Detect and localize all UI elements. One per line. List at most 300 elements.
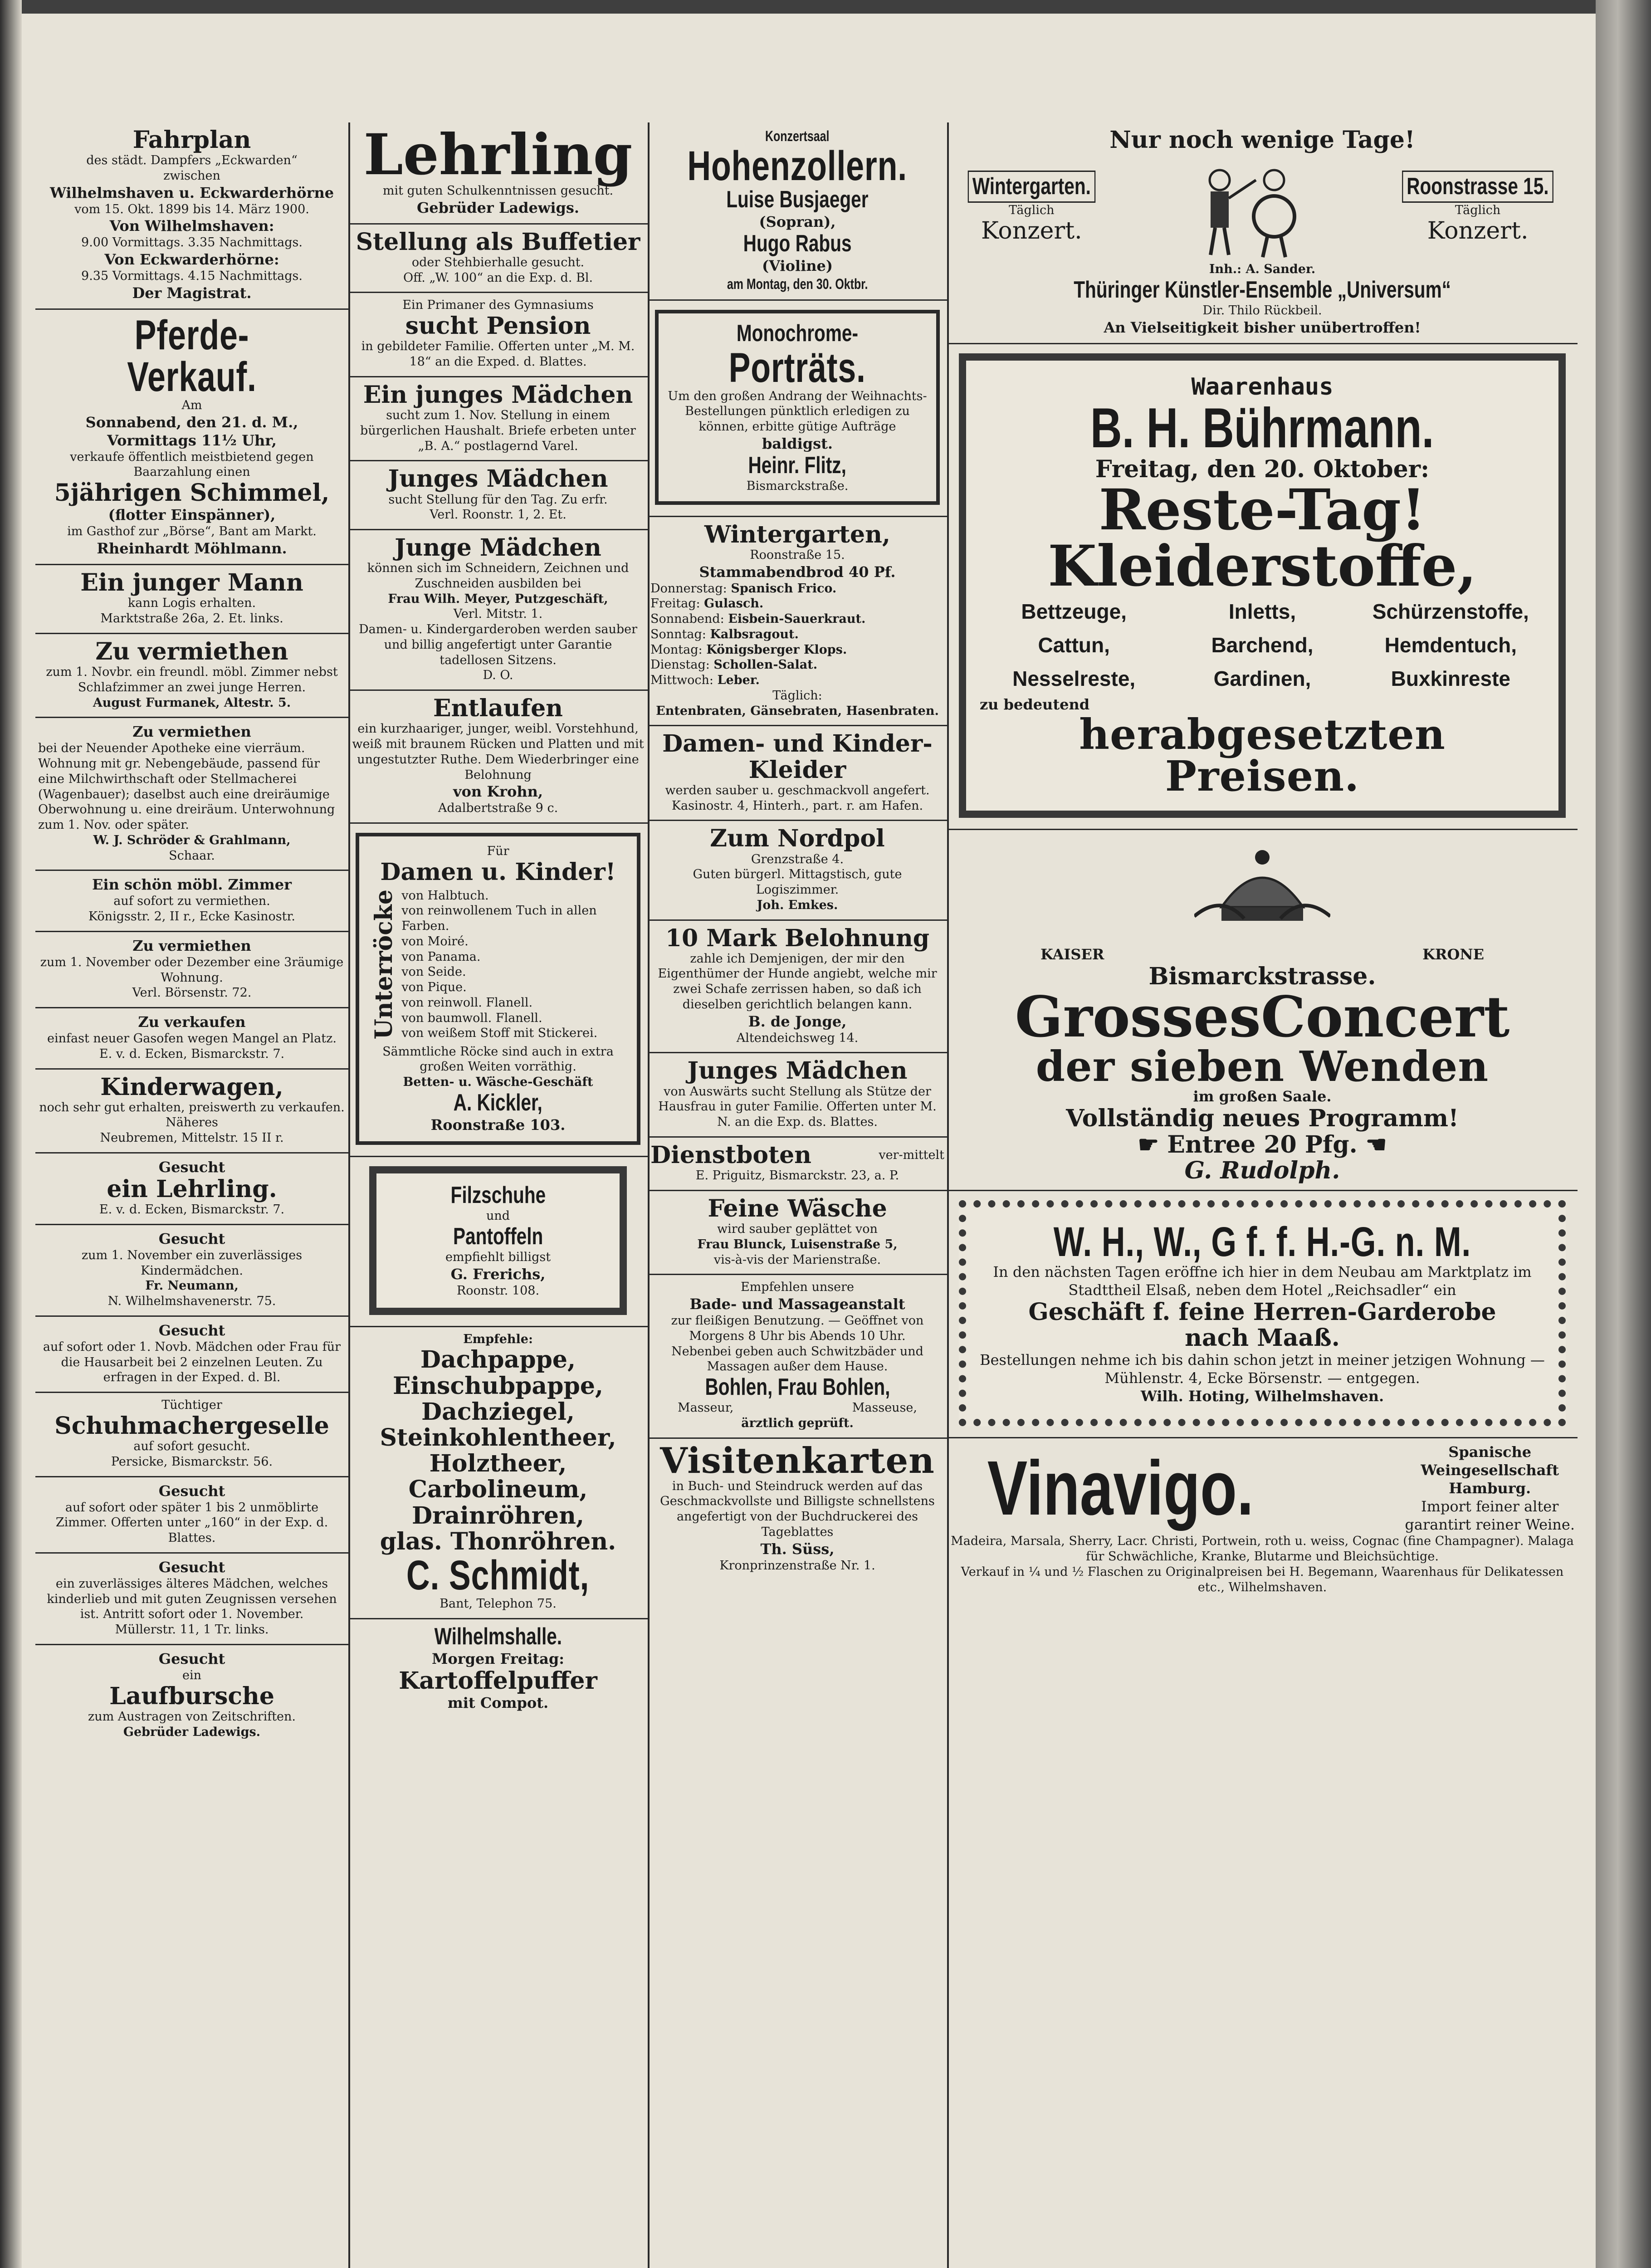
list-item: von reinwollenem Tuch in allen Farben.	[401, 904, 597, 934]
menu-row	[650, 627, 944, 642]
ad-text: von Auswärts sucht Stellung als Stütze der Hausfrau in guter Familie. Offerten unter M. N. an die Exp. ds. Blattes.	[658, 1084, 937, 1129]
ad-text: Ein Primaner des Gymnasiums	[402, 298, 594, 313]
ad-text: ver-mittelt	[879, 1148, 944, 1162]
ad-text: Täglich:	[772, 688, 822, 703]
ad-junges-maedchen-3	[648, 1053, 947, 1137]
ad-unterroecke	[348, 824, 648, 1157]
ad-text: zahle ich Demjenigen, der mir den Eigenthümer der Hunde angiebt, welche mir zwei Schafe zerrissen haben, so daß ich dieselben gerichtlich belangen kann.	[658, 951, 937, 1012]
ad-title: Lehrling	[363, 122, 633, 188]
ad-subtitle: Nur noch wenige Tage!	[1109, 126, 1415, 154]
ad-zu-verkaufen	[35, 1008, 348, 1070]
ad-title: Junges Mädchen	[687, 1057, 908, 1085]
page-edge	[1596, 0, 1651, 2268]
menu-day: Montag:	[650, 642, 707, 657]
ad-nordpol	[648, 821, 947, 920]
list-item: von Moiré.	[401, 934, 469, 948]
menu-row	[650, 657, 944, 673]
ad-buffetier	[348, 225, 648, 293]
ad-address: Königsstr. 2, II r., Ecke Kasinostr.	[88, 909, 295, 924]
ad-fahrplan	[35, 122, 348, 310]
ad-signature: August Furmanek, Altestr. 5.	[93, 695, 291, 710]
pointing-hand-icon: ☛	[1138, 1130, 1159, 1158]
ad-signature: Bohlen, Frau Bohlen,	[705, 1374, 890, 1400]
ad-text: auf sofort gesucht.	[133, 1439, 250, 1454]
ad-schmidt	[348, 1327, 648, 1619]
ad-title: Wilhelmshalle.	[434, 1623, 562, 1650]
ad-text: werden sauber u. geschmackvoll angefert.	[665, 783, 930, 797]
ad-subtitle: An Vielseitigkeit bisher unübertroffen!	[1104, 318, 1421, 336]
ad-dienstboten	[648, 1138, 947, 1191]
ad-headline: Luise Busjaeger	[726, 186, 869, 213]
ad-text: Um den großen Andrang der Weihnachts-Bestellungen pünktlich erledigen zu können, erbitte gütige Aufträge	[668, 389, 927, 434]
ad-maedchen	[35, 1317, 348, 1393]
ad-text: Off. „W. 100“ an die Exp. d. Bl.	[403, 270, 593, 285]
ad-text: 9.00 Vormittags. 3.35 Nachmittags.	[81, 235, 303, 250]
ad-text: zum 1. November ein zuverlässiges Kindermädchen.	[81, 1248, 303, 1278]
ad-signature: von Krohn,	[453, 783, 543, 801]
ad-address: Verl. Roonstr. 1, 2. Et.	[430, 508, 567, 522]
column-4	[947, 122, 1578, 1601]
ad-title: Filzschuhe	[450, 1182, 546, 1209]
ad-title: Junge Mädchen	[395, 534, 601, 562]
ad-text: und	[486, 1209, 510, 1223]
ad-signature: Wilh. Hoting, Wilhelmshaven.	[1140, 1388, 1384, 1405]
ad-headline: ein Lehrling.	[107, 1175, 277, 1203]
ad-title: Gesucht	[158, 1230, 225, 1247]
ad-kaiserkrone	[947, 830, 1578, 1191]
fabric-item: Cattun,	[1038, 633, 1110, 657]
ad-signature: A. Kickler,	[453, 1089, 543, 1116]
ad-text: zum Austragen von Zeitschriften.	[88, 1709, 296, 1724]
ad-title: Zu vermiethen	[132, 723, 251, 741]
menu-day: Donnerstag:	[650, 581, 731, 596]
ad-title: Dienstboten	[650, 1141, 811, 1169]
ad-buehrmann	[947, 344, 1578, 830]
ad-title: Stellung als Buffetier	[356, 228, 640, 256]
ad-text: zur fleißigen Benutzung. — Geöffnet von Morgens 8 Uhr bis Abends 10 Uhr.	[671, 1314, 924, 1343]
ad-text: Sämmtliche Röcke sind auch in extra großen Weiten vorräthig.	[382, 1044, 614, 1074]
ad-text: Waarenhaus	[1191, 373, 1334, 401]
ad-text: ein	[182, 1668, 201, 1682]
ad-headline: Kartoffelpuffer	[399, 1667, 597, 1695]
list-item: Dachpappe,	[420, 1346, 576, 1374]
ad-text: Nebenbei geben auch Schwitzbäder und Massagen außer dem Hause.	[671, 1344, 923, 1374]
ad-laufbursche	[35, 1645, 348, 1746]
pointing-hand-icon: ☚	[1365, 1130, 1387, 1158]
ad-signature: B. de Jonge,	[748, 1012, 847, 1030]
ad-address: Roonstraße 103.	[430, 1116, 566, 1134]
ad-title: Pantoffeln	[453, 1223, 543, 1250]
ad-text: empfiehlt billigst	[445, 1250, 551, 1265]
menu-row	[650, 673, 944, 688]
ad-headline: Konzert.	[981, 217, 1082, 245]
ad-text: ein kurzhaariger, junger, weibl. Vorstehhund, weiß mit braunem Rücken und Platten und mit ungestutzter Ruthe. Dem Wiederbringer eine Belohnung	[352, 722, 644, 782]
ad-title: W. H., W., G f. f. H.-G. n. M.	[1053, 1219, 1471, 1265]
ad-lehrling	[35, 1154, 348, 1225]
ad-signature: Gebrüder Ladewigs.	[123, 1725, 261, 1739]
banner-text: KRONE	[1422, 946, 1484, 963]
ad-title: Monochrome-	[736, 320, 859, 347]
ad-subtitle: Vormittags 11½ Uhr,	[107, 431, 277, 449]
ad-signature: Persicke, Bismarckstr. 56.	[111, 1454, 273, 1469]
ad-headline: Geschäft f. feine Herren-Garderobe	[1028, 1298, 1496, 1326]
ad-text: Guten bürgerl. Mittagstisch, gute Logiszimmer.	[693, 867, 902, 897]
ad-kinderwagen	[35, 1070, 348, 1154]
ad-address: Roonstr. 108.	[456, 1283, 540, 1298]
ad-headline: Konzert.	[1427, 217, 1529, 245]
ad-headline: 5jährigen Schimmel,	[54, 479, 330, 507]
ad-text: Täglich	[1009, 203, 1055, 218]
ad-schuhmacher	[35, 1393, 348, 1477]
ad-address: N. Wilhelmshavenerstr. 75.	[107, 1294, 276, 1309]
ad-subtitle: Vollständig neues Programm!	[1066, 1105, 1459, 1133]
ad-signature: Frau Blunck, Luisenstraße 5,	[697, 1237, 898, 1251]
menu-row	[650, 642, 944, 658]
ad-monochrome	[648, 301, 947, 517]
item-list	[401, 888, 630, 1041]
ad-text: Bestellungen nehme ich bis dahin schon jetzt in meiner jetzigen Wohnung — Mühlenstr. 4, Ecke Börsenstr. — entgegen.	[980, 1351, 1545, 1387]
ad-signature: Heinr. Flitz,	[748, 452, 847, 479]
menu-row	[650, 596, 944, 611]
ad-title: Zu verkaufen	[138, 1013, 246, 1031]
ad-title: Schuhmachergeselle	[54, 1412, 329, 1440]
menu-day: Mittwoch:	[650, 673, 718, 688]
ad-title: Wintergarten.	[968, 171, 1095, 203]
ad-address: vis-à-vis der Marienstraße.	[713, 1252, 881, 1267]
ad-junge-maedchen	[348, 530, 648, 691]
ad-title: Feine Wäsche	[708, 1194, 887, 1222]
ad-title: Fahrplan	[132, 126, 251, 154]
ad-text: Damen- u. Kindergarderoben werden sauber und billig angefertigt unter Garantie tadellosen Sitzens.	[358, 622, 638, 667]
ad-text: auf sofort oder 1. Novb. Mädchen oder Frau für die Hausarbeit bei 2 einzelnen Leuten. Zu erfragen in der Exped. d. Bl.	[43, 1339, 341, 1385]
ad-text: (Violine)	[762, 257, 833, 275]
ad-address: Grenzstraße 4.	[751, 852, 844, 866]
ad-title: Zu vermiethen	[95, 637, 288, 665]
ad-gesucht-zimmer	[35, 1477, 348, 1554]
ad-signature: G. Frerichs,	[450, 1265, 546, 1283]
ad-address: Neubremen, Mittelstr. 15 II r.	[100, 1131, 284, 1145]
ad-address: Altendeichsweg 14.	[736, 1031, 859, 1045]
ad-title: Wintergarten,	[704, 520, 890, 548]
ad-title: Junges Mädchen	[388, 465, 608, 493]
list-item: Holztheer,	[429, 1450, 567, 1478]
ad-vertical-title: Unterröcke	[370, 890, 398, 1040]
ad-signature: E. Priguitz, Bismarckstr. 23, a. P.	[695, 1168, 899, 1183]
fabric-item: Nesselreste,	[1012, 667, 1136, 691]
ad-text: bei der Neuender Apotheke eine vierräum. Wohnung mit gr. Nebengebäude, passend für eine Milchwirthschaft oder Stellmacherei (Wagenbauer); daselbst auch eine dreiräumige Oberwohnung u. eine dreiräum. Unterwohnung zum 1. Nov. oder später.	[38, 741, 335, 832]
ad-text: auf sofort zu vermiethen.	[113, 894, 270, 909]
ad-text: garantirt reiner Weine.	[1405, 1516, 1575, 1534]
list-item: glas. Thonröhren.	[380, 1527, 616, 1555]
ad-title: Gesucht	[158, 1321, 225, 1339]
ad-text: in gebildeter Familie. Offerten unter „M. M. 18“ an die Exped. d. Blattes.	[361, 339, 635, 369]
ad-title: Damen- und Kinder-Kleider	[662, 730, 933, 784]
ad-headline: herabgesetzten Preisen.	[1079, 710, 1446, 801]
ad-title: B. H. Bührmann.	[1090, 397, 1434, 460]
ad-subtitle: mit Compot.	[447, 1694, 549, 1712]
ad-text: Entenbraten, Gänsebraten, Hasenbraten.	[656, 704, 939, 718]
fabric-item: Gardinen,	[1213, 667, 1311, 691]
ad-kleider	[648, 726, 947, 821]
ad-zimmer	[35, 871, 348, 932]
menu-dish: Königsberger Klops.	[706, 642, 847, 657]
ad-junges-maedchen-1	[348, 377, 648, 461]
column-3	[648, 122, 947, 1579]
list-item: von Pique.	[401, 980, 467, 995]
ad-hoting	[947, 1191, 1578, 1438]
ad-vinavigo	[947, 1438, 1578, 1601]
list-item: Carbolineum,	[408, 1476, 588, 1504]
ad-signature: Joh. Emkes.	[757, 898, 838, 912]
menu-row	[650, 611, 944, 627]
ad-text: kann Logis erhalten.	[127, 596, 256, 611]
ad-text: (Sopran),	[759, 213, 836, 231]
ad-text: Masseur,	[678, 1401, 734, 1415]
ad-headline: Reste-Tag!	[1099, 477, 1426, 543]
fabric-item: Bettzeuge,	[1021, 600, 1127, 624]
ad-text: Inh.: A. Sander.	[1209, 262, 1316, 277]
ad-text: Empfehlen unsere	[740, 1280, 855, 1295]
ad-visitenkarten	[648, 1439, 947, 1580]
ad-address: Roonstraße 15.	[750, 547, 845, 562]
ad-title: Pferde-Verkauf.	[127, 312, 257, 400]
ad-signature: Fr. Neumann,	[145, 1279, 239, 1293]
ad-headline: Laufbursche	[109, 1682, 274, 1710]
ad-text: vom 15. Okt. 1899 bis 14. März 1900.	[74, 202, 309, 216]
ad-address: Bismarckstrasse.	[1148, 963, 1376, 991]
ad-text: Madeira, Marsala, Sherry, Lacr. Christi, Portwein, roth u. weiss, Cognac (fine Champagner). Malaga für Schwächliche, Kranke, Blutarme und Bleichsüchtige.	[951, 1534, 1574, 1564]
ad-text: des städt. Dampfers „Eckwarden“	[86, 153, 298, 168]
fabric-item: Inletts,	[1228, 600, 1296, 624]
item-list	[351, 1347, 645, 1554]
ad-subtitle: Freitag, den 20. Oktober:	[1095, 455, 1430, 484]
ad-address: Bismarckstraße.	[746, 479, 849, 493]
ad-text: oder Stehbierhalle gesucht.	[411, 255, 585, 269]
ad-address: Bant, Telephon 75.	[440, 1596, 557, 1611]
ad-signature: Rheinhardt Möhlmann.	[97, 540, 287, 557]
ad-text: zum 1. Novbr. ein freundl. möbl. Zimmer nebst Schlafzimmer an zwei junge Herren.	[46, 665, 338, 694]
ad-title: 10 Mark Belohnung	[665, 924, 930, 952]
list-item: Dachziegel,	[421, 1398, 575, 1426]
ad-universum	[947, 122, 1578, 344]
crown-emblem-icon	[1194, 839, 1330, 939]
ad-subtitle: Von Eckwarderhörne:	[104, 251, 279, 269]
banner-text: KAISER	[1040, 946, 1104, 963]
ad-signature: Gebrüder Ladewigs.	[416, 199, 580, 216]
ad-gesucht-maedchen	[35, 1554, 348, 1645]
ad-subtitle: Von Wilhelmshaven:	[109, 217, 274, 235]
ad-text: auf sofort oder später 1 bis 2 unmöblirte Zimmer. Offerten unter „160“ in der Exp. d. Blattes.	[55, 1500, 328, 1545]
ad-title: Zum Nordpol	[710, 825, 885, 853]
musicians-illustration-icon	[1179, 153, 1315, 262]
item-list	[980, 595, 1545, 695]
list-item: von baumwoll. Flanell.	[401, 1011, 542, 1025]
list-item: von weißem Stoff mit Stickerei.	[401, 1026, 598, 1041]
ad-zu-vermiethen-1	[35, 634, 348, 718]
ad-title: Visitenkarten	[660, 1440, 935, 1481]
ad-junger-mann	[35, 565, 348, 634]
ad-title: Hohenzollern.	[687, 143, 908, 189]
ad-title: GrossesConcert	[1015, 984, 1510, 1051]
menu-row	[650, 581, 944, 596]
ad-hohenzollern	[648, 122, 947, 301]
fabric-item: Buxkinreste	[1391, 667, 1510, 691]
ad-subtitle: baldigst.	[762, 435, 833, 452]
ad-signature: Th. Süss,	[760, 1540, 835, 1558]
list-item: Steinkohlentheer,	[380, 1423, 616, 1452]
menu-dish: Gulasch.	[704, 596, 764, 611]
ad-title: Ein junger Mann	[80, 569, 303, 597]
ad-entlaufen	[348, 691, 648, 824]
ad-headline: Stammabendbrod 40 Pf.	[699, 563, 896, 581]
ad-title: Kinderwagen,	[100, 1073, 283, 1101]
ad-address: Müllerstr. 11, 1 Tr. links.	[115, 1623, 269, 1637]
binding-gutter	[0, 0, 22, 2268]
ad-text: Empfehle:	[463, 1332, 533, 1346]
menu-dish: Schollen-Salat.	[713, 658, 818, 672]
ad-title: Porträts.	[728, 344, 866, 391]
ad-text: sucht Stellung für den Tag. Zu erfr.	[388, 492, 608, 507]
ad-title: Gesucht	[158, 1558, 225, 1576]
ad-text: Hamburg.	[1449, 1480, 1531, 1497]
ad-title: Damen u. Kinder!	[380, 858, 616, 886]
entree-line	[950, 1132, 1575, 1158]
ad-zu-vermiethen-2	[35, 718, 348, 871]
list-item: von Halbtuch.	[401, 888, 489, 903]
ad-text: Wilhelmshaven u. Eckwarderhörne	[49, 184, 334, 201]
ad-subtitle: am Montag, den 30. Oktbr.	[727, 276, 868, 293]
ad-title: Gesucht	[158, 1482, 225, 1500]
ad-text: Am	[181, 398, 202, 412]
ad-pferde-verkauf	[35, 310, 348, 565]
ad-zu-vermiethen-3	[35, 932, 348, 1008]
menu-dish: Kalbsragout.	[710, 627, 799, 641]
ad-text: Verkauf in ¼ und ½ Flaschen zu Originalpreisen bei H. Begemann, Waarenhaus für Delikatessen etc., Wilhelmshaven.	[961, 1564, 1564, 1594]
ad-headline: Kleiderstoffe,	[1048, 533, 1477, 600]
ad-text: Masseuse,	[852, 1401, 917, 1415]
ad-text: mit guten Schulkenntnissen gesucht.	[382, 184, 614, 198]
ad-pension	[348, 293, 648, 377]
ad-title: Gesucht	[158, 1158, 225, 1176]
ad-text: ein zuverlässiges älteres Mädchen, welches kinderlieb und mit guten Zeugnissen versehen ist. Antritt sofort oder 1. November.	[47, 1576, 337, 1622]
ad-title: Gesucht	[158, 1650, 225, 1667]
fabric-item: Schürzenstoffe,	[1372, 600, 1529, 624]
ad-address: Kronprinzenstraße Nr. 1.	[719, 1558, 875, 1573]
menu-dish: Eisbein-Sauerkraut.	[728, 612, 866, 626]
ad-text: Tüchtiger	[161, 1398, 222, 1413]
ad-text: zwischen	[163, 168, 220, 183]
ad-text: zum 1. November oder Dezember eine 3räumige Wohnung.	[40, 955, 344, 985]
ad-address: Kasinostr. 4, Hinterh., part. r. am Hafen.	[671, 798, 923, 813]
ad-title: sucht Pension	[405, 312, 591, 340]
ad-address: Verl. Mitstr. 1.	[453, 607, 543, 621]
ad-title: Ein junges Mädchen	[363, 381, 633, 409]
ad-wintergarten-menu	[648, 517, 947, 727]
ad-text: wird sauber geplättet von	[717, 1222, 878, 1236]
ad-title: Bade- und Massageanstalt	[689, 1295, 905, 1313]
ad-signature: E. v. d. Ecken, Bismarckstr. 7.	[99, 1202, 285, 1217]
ad-signature: D. O.	[483, 668, 513, 683]
ad-lehrling-ladewigs	[348, 122, 648, 225]
ad-subtitle: Morgen Freitag:	[432, 1650, 564, 1667]
ad-text: im Gasthof zur „Börse“, Bant am Markt.	[67, 524, 317, 539]
ad-headline: Hugo Rabus	[743, 230, 852, 257]
ad-signature: E. v. d. Ecken, Bismarckstr. 7.	[99, 1046, 285, 1061]
column-2	[348, 122, 648, 1718]
ad-address: Marktstraße 26a, 2. Et. links.	[100, 611, 283, 626]
ad-text: einfast neuer Gasofen wegen Mangel an Platz.	[47, 1031, 337, 1046]
ad-junges-maedchen-2	[348, 461, 648, 530]
ad-address: Roonstrasse 15.	[1402, 171, 1553, 203]
ad-title: Zu vermiethen	[132, 937, 251, 954]
menu-dish: Leber.	[717, 673, 760, 688]
fabric-item: Barchend,	[1211, 633, 1314, 657]
list-item: von Panama.	[401, 949, 481, 964]
menu-day: Sonntag:	[650, 627, 710, 641]
menu-day: Sonnabend:	[650, 612, 728, 626]
ad-feine-waesche	[648, 1191, 947, 1275]
ad-text: zu bedeutend	[980, 696, 1090, 714]
ad-headline: der sieben Wenden	[1036, 1042, 1489, 1091]
column-1	[35, 122, 348, 1746]
ad-text: Für	[487, 844, 509, 859]
menu-dish: Spanisch Frico.	[731, 581, 837, 596]
ad-badeanstalt	[648, 1275, 947, 1438]
ad-text: verkaufe öffentlich meistbietend gegen Baarzahlung einen	[70, 450, 314, 479]
ad-headline: Thüringer Künstler-Ensemble „Universum“	[1074, 276, 1451, 303]
ad-title: Ein schön möbl. Zimmer	[92, 876, 292, 894]
ad-address: Schaar.	[169, 848, 215, 863]
list-item: von Seide.	[401, 965, 466, 979]
ad-text: in Buch- und Steindruck werden auf das Geschmackvollste und Billigste schnellstens angefertigt von der Buchdruckerei des Tageblattes	[660, 1479, 935, 1539]
list-item: Einschubpappe,	[392, 1372, 604, 1400]
menu-day: Freitag:	[650, 596, 704, 611]
ad-address: Verl. Börsenstr. 72.	[132, 986, 252, 1000]
ad-text: Täglich	[1455, 203, 1501, 218]
ad-signature: C. Schmidt,	[406, 1552, 590, 1598]
ad-text: Betten- u. Wäsche-Geschäft	[403, 1075, 593, 1090]
ad-text: Weingesellschaft	[1421, 1461, 1559, 1479]
ad-text: im großen Saale.	[1193, 1088, 1332, 1105]
ad-kindermaedchen	[35, 1225, 348, 1317]
ad-text: Import feiner alter	[1421, 1498, 1559, 1515]
ad-wilhelmshalle	[348, 1619, 648, 1718]
ad-subtitle: (flotter Einspänner),	[108, 506, 276, 524]
ad-signature: G. Rudolph.	[1184, 1156, 1340, 1184]
ad-belohnung	[648, 921, 947, 1054]
ad-text: sucht zum 1. Nov. Stellung in einem bürgerlichen Haushalt. Briefe erbeten unter „B. A.“ postlagernd Varel.	[360, 408, 636, 453]
ad-title: Vinavigo.	[987, 1445, 1254, 1532]
ad-signature: W. J. Schröder & Grahlmann,	[93, 833, 291, 847]
menu-day: Dienstag:	[650, 658, 714, 672]
ad-signature: Der Magistrat.	[132, 284, 252, 302]
fabric-item: Hemdentuch,	[1384, 633, 1517, 657]
ad-subtitle: Sonnabend, den 21. d. M.,	[85, 413, 298, 431]
ad-text: Spanische	[1448, 1443, 1532, 1461]
ad-address: Adalbertstraße 9 c.	[438, 801, 558, 816]
ad-text: In den nächsten Tagen eröffne ich hier in dem Neubau am Marktplatz im Stadttheil Elsaß, neben dem Hotel „Reichsadler“ ein	[993, 1263, 1532, 1299]
ad-text: Dir. Thilo Rückbeil.	[1202, 303, 1322, 318]
newspaper-page	[22, 14, 1596, 2268]
ad-text: 9.35 Vormittags. 4.15 Nachmittags.	[81, 269, 303, 284]
ad-filzschuhe	[348, 1157, 648, 1327]
ad-text: Entree 20 Pfg.	[1167, 1130, 1358, 1158]
ad-text: ärztlich geprüft.	[741, 1416, 854, 1430]
ad-text: Konzertsaal	[765, 128, 830, 144]
ad-signature: Frau Wilh. Meyer, Putzgeschäft,	[388, 591, 608, 606]
ad-title: Entlaufen	[433, 694, 563, 723]
ad-headline: nach Maaß.	[1185, 1324, 1340, 1352]
